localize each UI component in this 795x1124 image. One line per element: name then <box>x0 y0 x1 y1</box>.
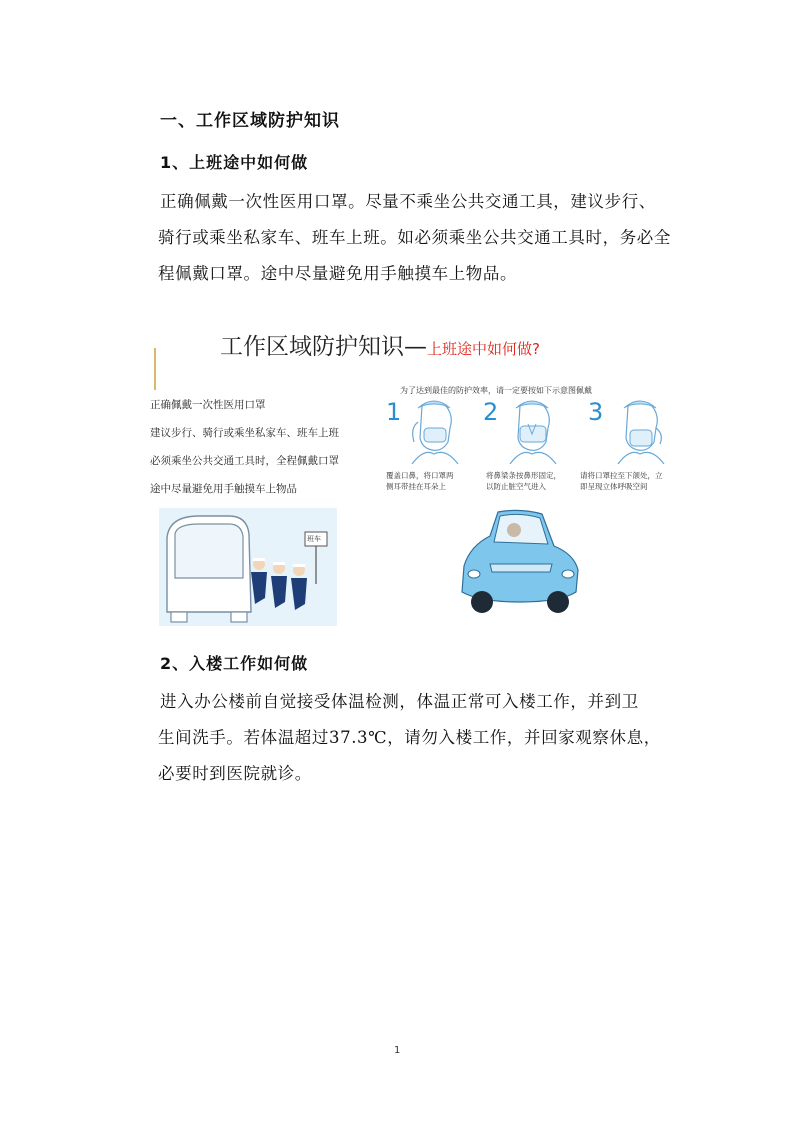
mask-face-step3-icon <box>610 398 670 464</box>
paragraph-line: 程佩戴口罩。途中尽量避免用手触摸车上物品。 <box>158 264 518 283</box>
bus-illustration <box>159 508 337 626</box>
accent-bar <box>154 348 156 390</box>
paragraph-line: 正确佩戴一次性医用口罩。尽量不乘坐公共交通工具，建议步行、 <box>160 192 656 211</box>
step-number: 1 <box>386 398 402 426</box>
section-title-commute: 1、上班途中如何做 <box>160 153 309 172</box>
section-title-entering-building: 2、入楼工作如何做 <box>160 654 309 673</box>
mask-face-step1-icon <box>404 398 464 464</box>
step-number: 2 <box>483 398 499 426</box>
bus-icon <box>159 508 337 626</box>
infographic-title-dash: — <box>404 334 427 360</box>
paragraph-line: 生间洗手。若体温超过37.3℃，请勿入楼工作，并回家观察休息， <box>158 728 661 747</box>
paragraph-line: 进入办公楼前自觉接受体温检测，体温正常可入楼工作，并到卫 <box>160 692 639 711</box>
page-number: 1 <box>394 1045 401 1056</box>
tip-item: 正确佩戴一次性医用口罩 <box>150 399 266 411</box>
step-caption <box>386 470 454 492</box>
bus-stop-sign: 班车 <box>307 535 321 543</box>
tip-item: 途中尽量避免用手触摸车上物品 <box>150 483 297 495</box>
tip-item: 必须乘坐公共交通工具时，全程佩戴口罩 <box>150 455 339 467</box>
heading-workplace-protection: 一、工作区域防护知识 <box>160 111 340 131</box>
infographic-title-sub: 上班途中如何做? <box>427 340 540 358</box>
infographic-commute <box>150 318 663 628</box>
paragraph-line: 骑行或乘坐私家车、班车上班。如必须乘坐公共交通工具时，务必全 <box>158 228 671 247</box>
tip-item: 建议步行、骑行或乘坐私家车、班车上班 <box>150 427 339 439</box>
step-caption-line: 将鼻梁条按鼻形固定， <box>486 471 561 480</box>
step-caption <box>486 470 561 492</box>
mask-face-step2-icon <box>502 398 562 464</box>
paragraph-line: 必要时到医院就诊。 <box>158 764 312 783</box>
step-number: 3 <box>588 398 604 426</box>
step-caption-line: 请将口罩拉至下颌处，立 <box>580 471 663 480</box>
infographic-title-main: 工作区域防护知识 <box>220 334 404 360</box>
step-caption <box>580 470 663 492</box>
step-caption-line: 即呈现立体呼吸空间 <box>580 482 648 491</box>
paragraph-entering-building <box>160 684 660 792</box>
step-caption-line: 侧耳带挂在耳朵上 <box>386 482 446 491</box>
car-illustration <box>450 506 585 624</box>
car-icon <box>450 506 585 624</box>
infographic-tips-list <box>150 391 339 503</box>
mask-steps-title: 为了达到最佳的防护效率，请一定要按如下示意图佩戴 <box>400 386 592 395</box>
step-caption-line: 覆盖口鼻，将口罩两 <box>386 471 454 480</box>
infographic-title <box>220 328 540 361</box>
paragraph-commute <box>158 184 671 292</box>
step-caption-line: 以防止脏空气进入 <box>486 482 546 491</box>
